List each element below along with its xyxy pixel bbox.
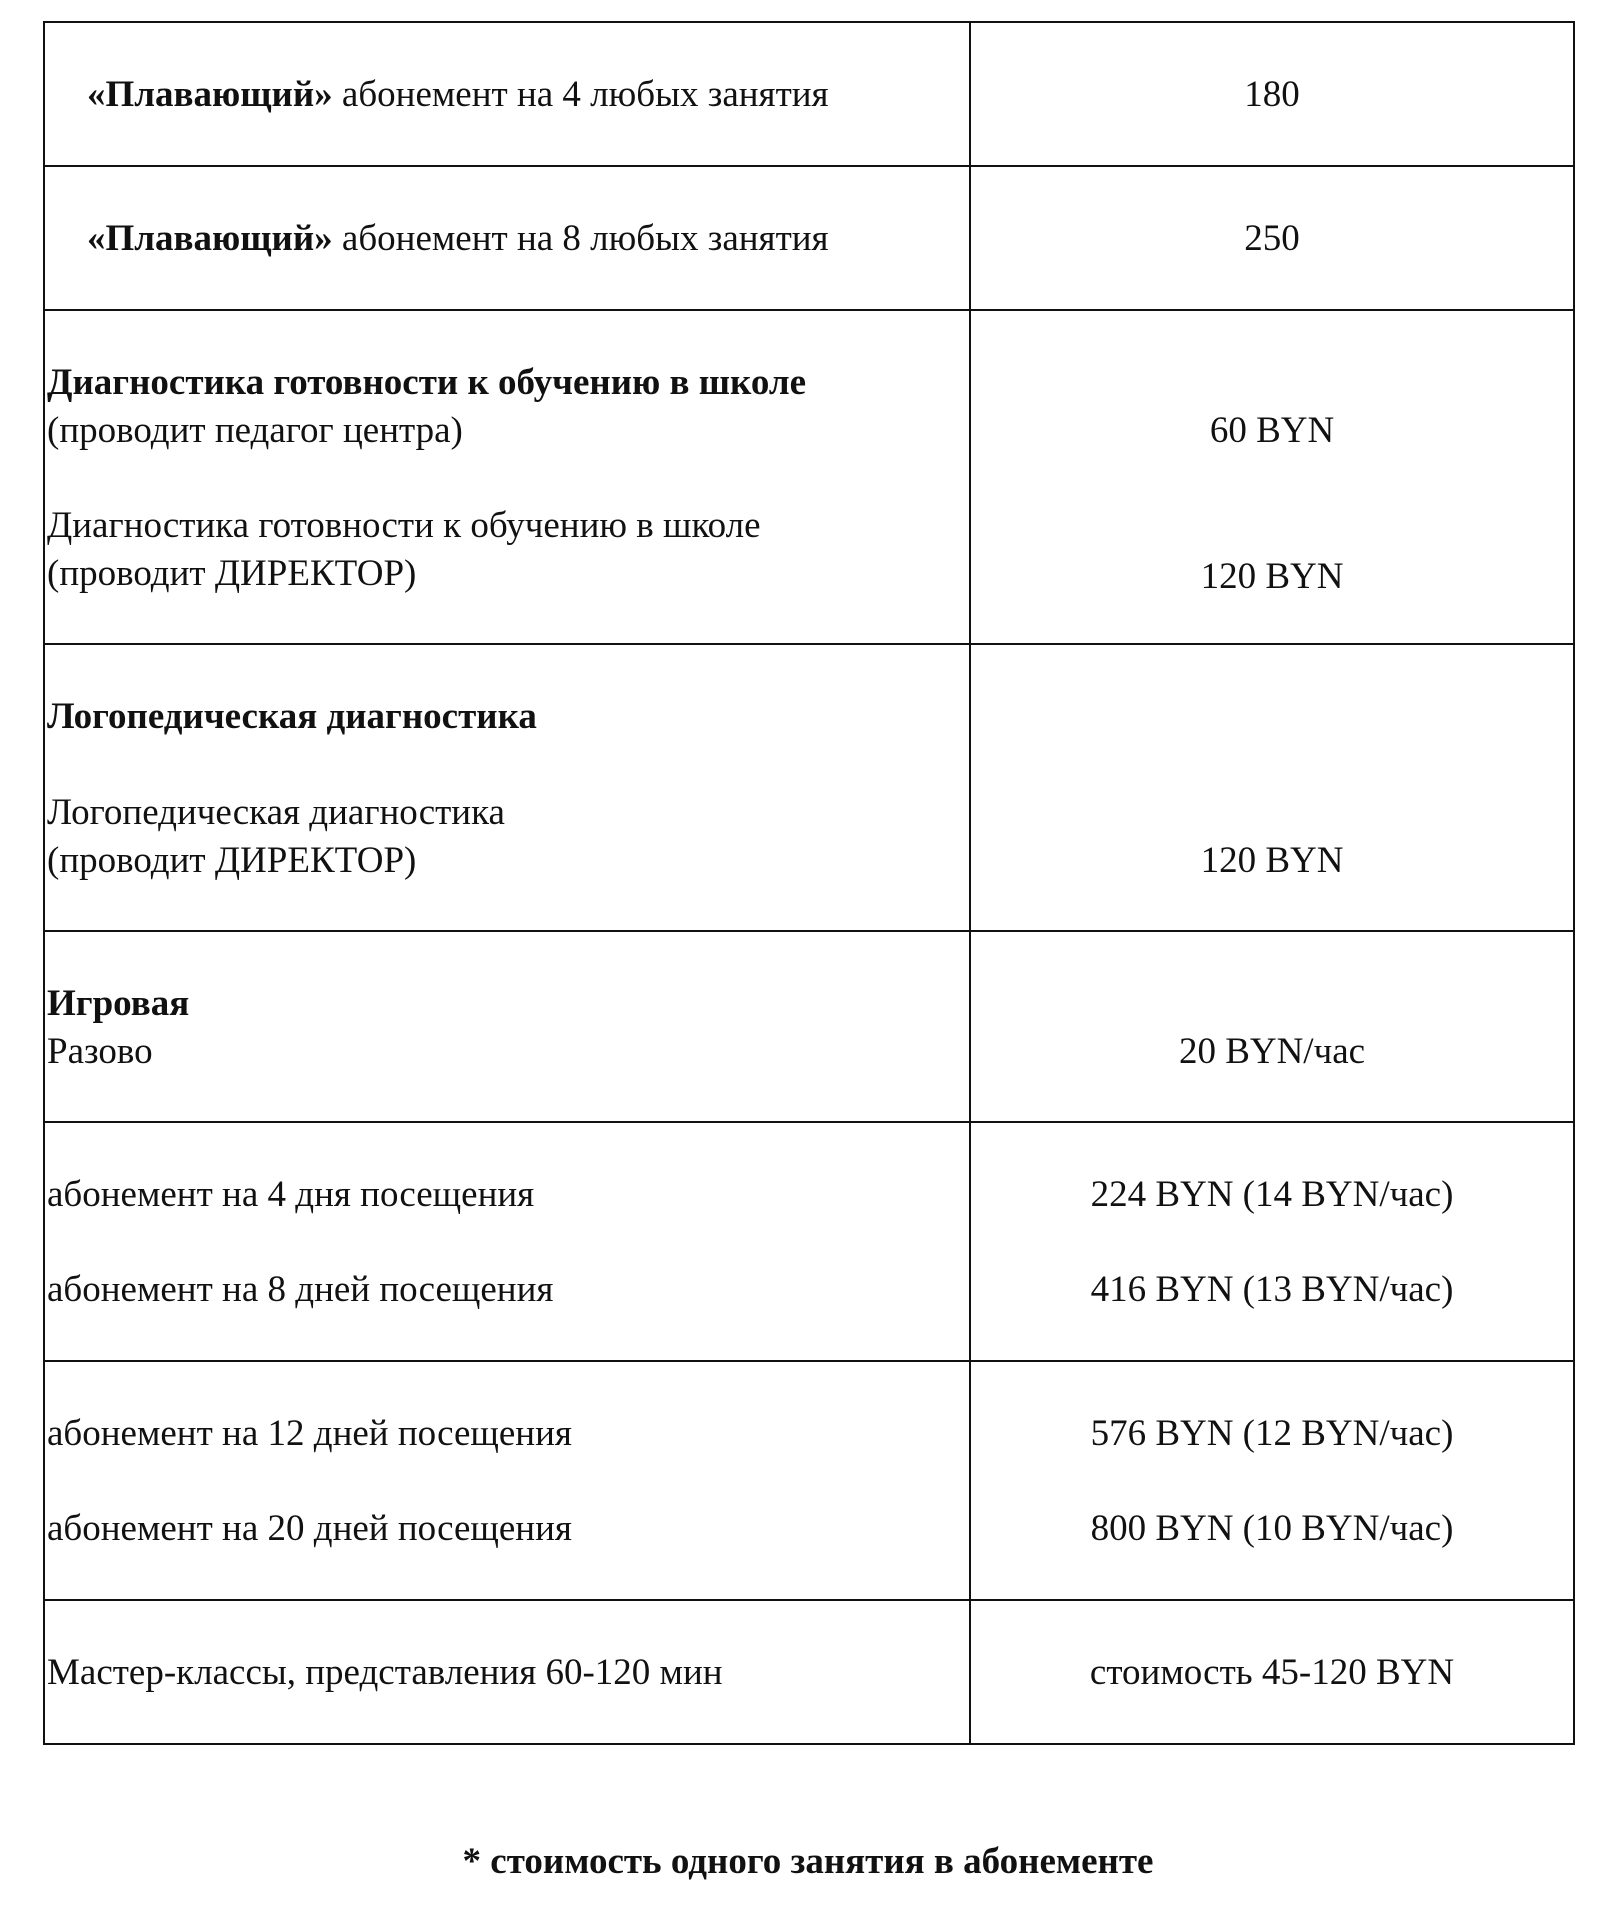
- footnote: * стоимость одного занятия в абонементе: [462, 1841, 1154, 1882]
- price-value: 120 BYN: [1200, 556, 1344, 597]
- price-cell: [970, 166, 1574, 310]
- service-cell: [44, 22, 970, 166]
- table-row: [44, 1361, 1574, 1600]
- service-heading: Диагностика готовности к обучению в школе: [47, 362, 807, 403]
- service-cell: [44, 931, 970, 1122]
- table-row: [44, 166, 1574, 310]
- service-label: абонемент на 4 дня посещения: [47, 1174, 535, 1215]
- service-label-rest: абонемент на 4 любых занятия: [332, 74, 829, 115]
- service-label: (проводит ДИРЕКТОР): [47, 840, 417, 881]
- service-heading: Игровая: [47, 983, 190, 1024]
- table-row: [44, 1122, 1574, 1361]
- price-cell: [970, 310, 1574, 644]
- service-label: (проводит педагог центра): [47, 410, 463, 451]
- price-cell: [970, 22, 1574, 166]
- price-value: 180: [1244, 74, 1300, 115]
- service-cell: [44, 166, 970, 310]
- price-table: [43, 21, 1575, 1745]
- service-label: [87, 71, 829, 119]
- price-value: 224 BYN (14 BYN/час): [1090, 1174, 1454, 1215]
- price-value: 120 BYN: [1200, 840, 1344, 881]
- service-label-rest: абонемент на 8 любых занятия: [332, 218, 829, 259]
- price-value: 250: [1244, 218, 1300, 259]
- price-cell: [970, 931, 1574, 1122]
- table-row: [44, 1600, 1574, 1744]
- service-cell: [44, 1600, 970, 1744]
- service-label: абонемент на 8 дней посещения: [47, 1269, 554, 1310]
- service-label: [87, 215, 829, 263]
- service-label: Мастер-классы, представления 60-120 мин: [47, 1652, 723, 1693]
- price-value: 60 BYN: [1209, 410, 1335, 451]
- price-value: 576 BYN (12 BYN/час): [1090, 1413, 1454, 1454]
- table-row: [44, 931, 1574, 1122]
- service-label: абонемент на 12 дней посещения: [47, 1413, 572, 1454]
- price-cell: [970, 1122, 1574, 1361]
- price-cell: [970, 1361, 1574, 1600]
- price-cell: [970, 1600, 1574, 1744]
- price-value: стоимость 45-120 BYN: [1089, 1652, 1455, 1693]
- price-value: 416 BYN (13 BYN/час): [1090, 1269, 1454, 1310]
- service-label: (проводит ДИРЕКТОР): [47, 553, 417, 594]
- price-cell: [970, 644, 1574, 931]
- service-heading: Логопедическая диагностика: [47, 696, 537, 737]
- service-cell: [44, 1361, 970, 1600]
- service-label-bold: «Плавающий»: [87, 74, 333, 115]
- table-row: [44, 644, 1574, 931]
- service-label: Диагностика готовности к обучению в школе: [47, 505, 761, 546]
- service-cell: [44, 310, 970, 644]
- service-cell: [44, 644, 970, 931]
- service-label: Логопедическая диагностика: [47, 792, 505, 833]
- service-label: абонемент на 20 дней посещения: [47, 1508, 572, 1549]
- price-value: 800 BYN (10 BYN/час): [1090, 1508, 1454, 1549]
- service-label: Разово: [47, 1031, 153, 1072]
- service-cell: [44, 1122, 970, 1361]
- service-label-bold: «Плавающий»: [87, 218, 333, 259]
- table-row: [44, 310, 1574, 644]
- table-row: [44, 22, 1574, 166]
- price-value: 20 BYN/час: [1178, 1031, 1366, 1072]
